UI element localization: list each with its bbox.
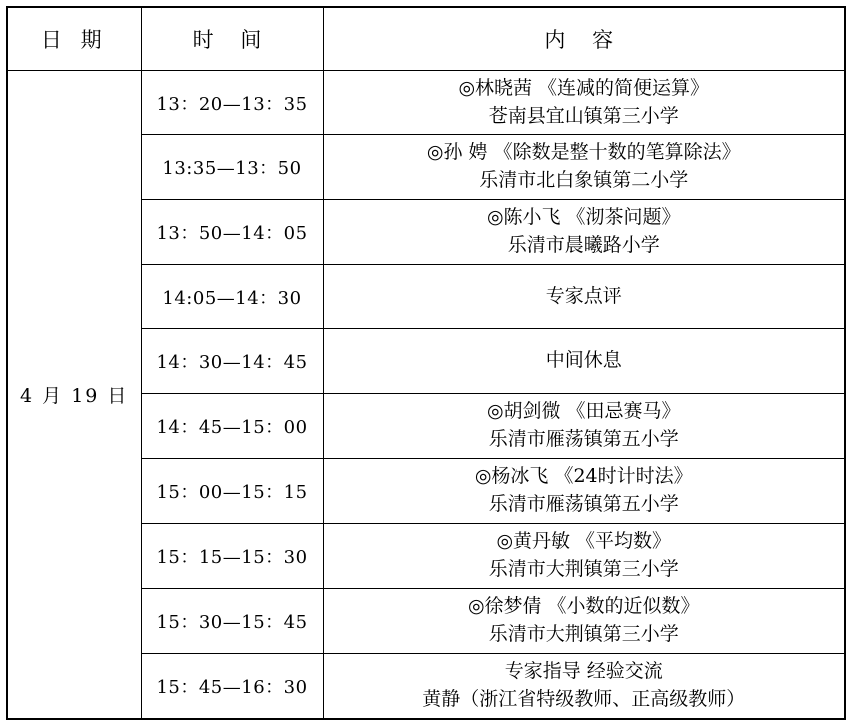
content-line-primary: ◎陈小飞 《沏茶问题》 <box>486 206 681 229</box>
schedule-table <box>6 6 846 720</box>
time-cell: 13：50—14：05 <box>141 200 323 265</box>
content-cell <box>323 524 845 589</box>
time-cell: 14:05—14：30 <box>141 265 323 329</box>
column-header-time: 时 间 <box>141 7 323 71</box>
content-line-primary: ◎徐梦倩 《小数的近似数》 <box>467 595 700 618</box>
content-line-primary: ◎胡剑微 《田忌赛马》 <box>486 400 681 423</box>
time-cell: 13：20—13：35 <box>141 71 323 135</box>
content-line-primary: 中间休息 <box>545 349 622 372</box>
content-cell <box>323 394 845 459</box>
table-body <box>7 71 845 720</box>
content-cell <box>323 200 845 265</box>
date-cell: 4 月 19 日 <box>7 71 141 720</box>
header-row <box>7 7 845 71</box>
time-cell: 14：45—15：00 <box>141 394 323 459</box>
content-line-secondary: 黄静（浙江省特级教师、正高级教师） <box>422 688 746 710</box>
content-line-secondary: 乐清市大荆镇第三小学 <box>488 623 679 645</box>
content-cell <box>323 589 845 654</box>
content-cell <box>323 654 845 720</box>
content-line-secondary: 乐清市北白象镇第二小学 <box>479 169 689 191</box>
time-cell: 15：30—15：45 <box>141 589 323 654</box>
column-header-date: 日 期 <box>7 7 141 71</box>
content-line-secondary: 乐清市雁荡镇第五小学 <box>488 428 679 450</box>
content-line-primary: ◎黄丹敏 《平均数》 <box>496 530 672 553</box>
content-cell <box>323 265 845 329</box>
content-cell <box>323 71 845 135</box>
content-line-primary: 专家点评 <box>545 284 622 307</box>
content-line-primary: ◎孙 娉 《除数是整十数的笔算除法》 <box>426 141 741 164</box>
content-line-primary: 专家指导 经验交流 <box>504 660 663 683</box>
table-header <box>7 7 845 71</box>
content-line-secondary: 乐清市晨曦路小学 <box>507 234 660 256</box>
content-cell <box>323 135 845 200</box>
content-line-secondary: 乐清市雁荡镇第五小学 <box>488 493 679 515</box>
time-cell: 13:35—13：50 <box>141 135 323 200</box>
content-cell <box>323 329 845 394</box>
content-cell <box>323 459 845 524</box>
content-line-primary: ◎杨冰飞 《24时计时法》 <box>474 465 693 488</box>
content-line-secondary: 苍南县宜山镇第三小学 <box>488 104 679 127</box>
content-line-secondary: 乐清市大荆镇第三小学 <box>488 558 679 580</box>
column-header-content: 内 容 <box>323 7 845 71</box>
time-cell: 15：00—15：15 <box>141 459 323 524</box>
time-cell: 15：15—15：30 <box>141 524 323 589</box>
table-row <box>7 71 845 135</box>
time-cell: 15：45—16：30 <box>141 654 323 720</box>
time-cell: 14：30—14：45 <box>141 329 323 394</box>
content-line-primary: ◎林晓茜 《连减的简便运算》 <box>458 76 710 99</box>
